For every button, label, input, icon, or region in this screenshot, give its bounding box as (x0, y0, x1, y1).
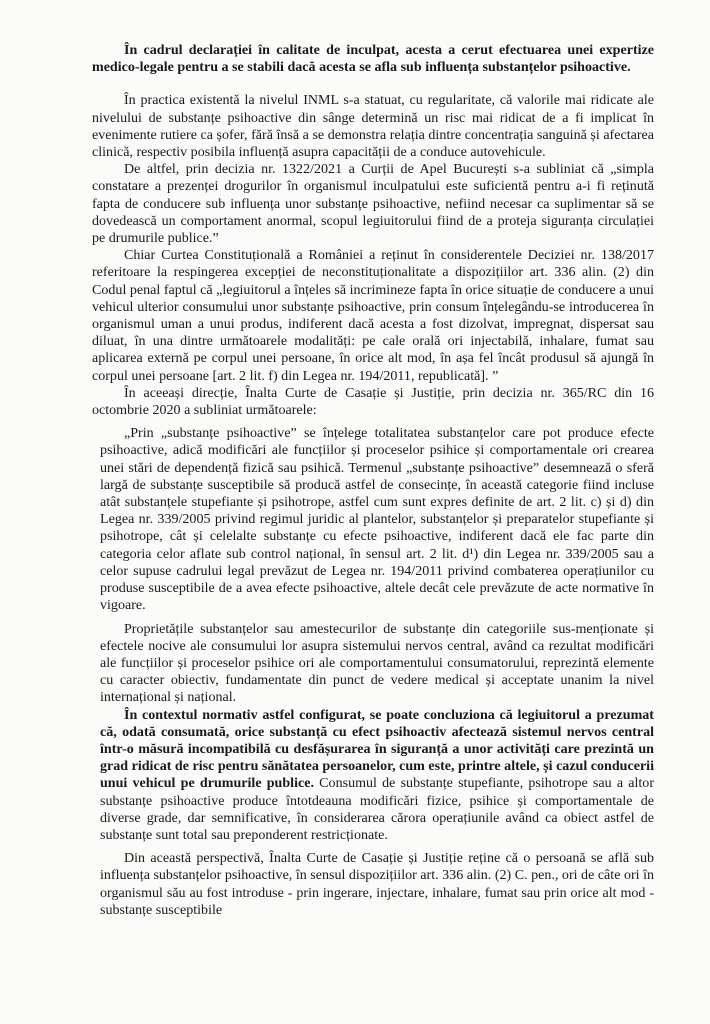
quote-psychoactive-definition: „Prin „substanțe psihoactive” se înțelege totalitatea substanțelor care pot produce efecte psihoactive, adică modificări ale funcțiilor și proceselor psihice și comportamentale ori crearea unei stări de dependență fizică sau psihică. Termenul „substanțe psihoactive” desemnează o sferă largă de substanțe susceptibile să producă astfel de consecințe, în această categorie fiind incluse atât substanțele stupefiante și psihotrope, astfel cum sunt expres definite de art. 2 lit. c) și d) din Legea nr. 339/2005 privind regimul juridic al plantelor, substanțelor și preparatelor stupefiante și psihotrope, cât și celelalte substanțe cu efecte psihoactive, indiferent dacă ele fac parte din categoria celor aflate sub control național, în sensul art. 2 lit. d¹) din Legea nr. 339/2005 sau a celor supuse cadrului legal prevăzut de Legea nr. 194/2011 privind combaterea operațiunilor cu produse susceptibile de a avea efecte psihoactive, altele decât cele prevăzute de acte normative în vigoare. (100, 425, 654, 614)
quote-iccj-perspective: Din această perspectivă, Înalta Curte de Casație și Justiție reține că o persoană se află sub influența substanțelor psihoactive, în sensul dispozițiilor art. 336 alin. (2) C. pen., ori de câte ori în organismul său au fost introduse - prin ingerare, injectare, inhalare, fumat sau prin orice alt mod - substanțe susceptibile (100, 850, 654, 918)
quote-normative-context-bold: În contextul normativ astfel configurat, se poate concluziona că legiuitorul a prezumat că, odată consumată, orice substanță cu efect psihoactiv afectează sistemul nervos central într-o măsură incompatibilă cu desfășurarea în siguranță a unor activități care prezintă un grad ridicat de risc pentru sănătatea persoanelor, cum este, printre altele, și cazul conducerii unui vehicul pe drumurile publice. (100, 706, 654, 792)
paragraph-iccj-intro: În aceeași direcție, Înalta Curte de Casație și Justiție, prin decizia nr. 365/RC din 16 octombrie 2020 a subliniat următoarele: (92, 384, 654, 419)
document-heading: În cadrul declarației în calitate de inculpat, acesta a cerut efectuarea unei expertize medico-legale pentru a se stabili dacă acesta se afla sub influența substanțelor psihoactive. (92, 42, 654, 76)
paragraph-inml-practice: În practica existentă la nivelul INML s-a statuat, cu regularitate, că valorile mai ridicate ale nivelului de substanțe psihoactive din sânge determină un risc mai ridicat de a fi implicat în evenimente rutiere ca șofer, fără însă a se demonstra relația dintre concentrația sanguină și afectarea clinică, respectiv posibila influență asupra capacității de a conduce autovehicule. (92, 92, 654, 161)
paragraph-court-of-appeal: De altfel, prin decizia nr. 1322/2021 a Curții de Apel București s-a subliniat că „simpla constatare a prezenței drogurilor în organismul inculpatului este suficientă pentru a-i fi reținută fapta de conducere sub influența unor substanțe psihoactive, nefiind necesar ca suplimentar să se dovedească un comportament anormal, scopul legiuitorului fiind de a proteja siguranța circulației pe drumurile publice.” (92, 161, 654, 247)
paragraph-constitutional-court: Chiar Curtea Constituțională a României a reținut în considerentele Deciziei nr. 138/2017 referitoare la respingerea excepției de neconstituționalitate a dispozițiilor art. 336 alin. (2) din Codul penal faptul că „legiuitorul a înțeles să incrimineze fapta în orice situație de conducere a unui vehicul ulterior consumului unor substanțe psihoactive, prin consum înțelegându-se introducerea în organismul uman a unui produs, indiferent dacă acesta a fost dizolvat, impregnat, dispersat sau diluat, în una dintre următoarele modalități: pe cale orală ori injectabilă, inhalare, fumat sau aplicarea externă pe corpul unei persoane, în orice alt mod, în așa fel încât produsul să ajungă în corpul unei persoane [art. 2 lit. f) din Legea nr. 194/2011, republicată]. ” (92, 247, 654, 384)
quote-normative-context (92, 707, 654, 845)
quote-substance-properties: Proprietățile substanțelor sau amestecurilor de substanțe din categoriile sus-menționate și efectele nocive ale consumului lor asupra sistemului nervos central, având ca rezultat modificări ale funcțiilor și proceselor psihice ori ale comportamentului consumatorului, reprezintă elemente cu caracter obiectiv, fundamentate din punct de vedere medical și acceptate unanim la nivel internațional și național. (100, 620, 654, 706)
quote-normative-context-rest: Consumul de substanțe stupefiante, psihotrope sau a altor substanțe psihoactive produce întotdeauna modificări fizice, psihice și comportamentale de diverse grade, dar semnificative, în considerarea cărora operațiunile având ca obiect astfel de substanțe sunt total sau preponderent restricționate. (100, 775, 655, 843)
